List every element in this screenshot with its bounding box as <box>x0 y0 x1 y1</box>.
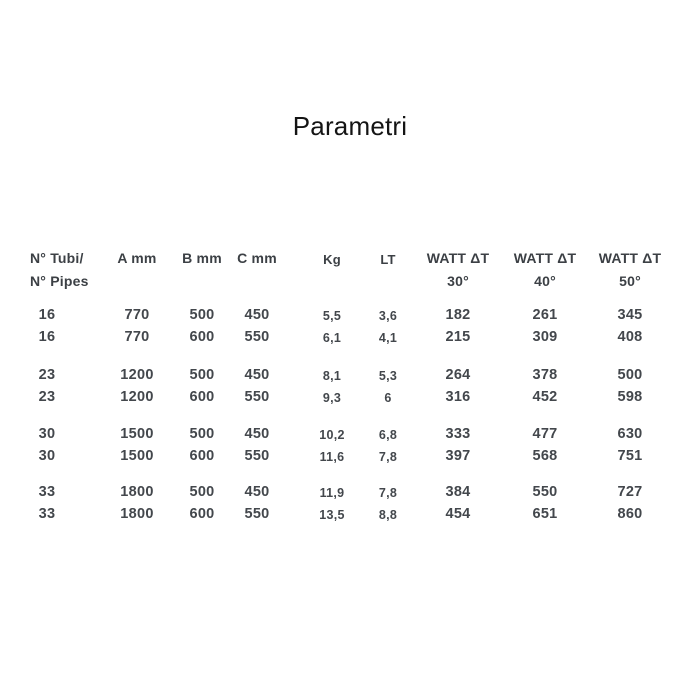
cell-c-mm: 450 <box>244 426 270 442</box>
column-header-watt-50: WATT ΔT <box>598 250 662 266</box>
cell-n-tubi: 33 <box>38 506 56 522</box>
cell-kg: 6,1 <box>322 331 342 345</box>
cell-watt-50: 860 <box>617 506 643 522</box>
cell-watt-40: 309 <box>532 329 558 345</box>
column-header-n-tubi: N° Tubi/ <box>30 250 84 266</box>
cell-kg: 8,1 <box>322 369 342 383</box>
cell-n-tubi: 23 <box>38 367 56 383</box>
column-header-watt-40: 40° <box>534 273 556 289</box>
cell-watt-50: 345 <box>617 307 643 323</box>
cell-watt-30: 333 <box>445 426 471 442</box>
cell-kg: 13,5 <box>319 508 345 522</box>
cell-watt-50: 727 <box>617 484 643 500</box>
cell-lt: 5,3 <box>378 369 398 383</box>
cell-watt-50: 751 <box>617 448 643 464</box>
column-header-watt-30: 30° <box>447 273 469 289</box>
cell-a-mm: 1500 <box>120 426 154 442</box>
cell-watt-50: 598 <box>617 389 643 405</box>
cell-b-mm: 500 <box>189 426 215 442</box>
cell-c-mm: 450 <box>244 367 270 383</box>
cell-watt-40: 261 <box>532 307 558 323</box>
cell-watt-40: 568 <box>532 448 558 464</box>
cell-watt-30: 316 <box>445 389 471 405</box>
cell-b-mm: 500 <box>189 307 215 323</box>
column-header-kg: Kg <box>323 252 341 267</box>
cell-lt: 6 <box>384 391 392 405</box>
cell-b-mm: 500 <box>189 367 215 383</box>
cell-watt-30: 264 <box>445 367 471 383</box>
column-header-watt-30: WATT ΔT <box>426 250 490 266</box>
cell-a-mm: 1200 <box>120 389 154 405</box>
cell-watt-40: 651 <box>532 506 558 522</box>
cell-kg: 11,9 <box>319 486 345 500</box>
cell-kg: 10,2 <box>319 428 345 442</box>
cell-a-mm: 1500 <box>120 448 154 464</box>
cell-a-mm: 1200 <box>120 367 154 383</box>
cell-n-tubi: 30 <box>38 448 56 464</box>
cell-kg: 5,5 <box>322 309 342 323</box>
cell-watt-30: 215 <box>445 329 471 345</box>
cell-kg: 9,3 <box>322 391 342 405</box>
page-title: Parametri <box>292 111 408 141</box>
column-header-n-tubi: N° Pipes <box>30 273 89 289</box>
cell-a-mm: 770 <box>124 307 150 323</box>
cell-watt-40: 550 <box>532 484 558 500</box>
cell-lt: 4,1 <box>378 331 398 345</box>
cell-watt-50: 500 <box>617 367 643 383</box>
cell-n-tubi: 23 <box>38 389 56 405</box>
column-header-watt-50: 50° <box>619 273 641 289</box>
cell-watt-40: 378 <box>532 367 558 383</box>
cell-watt-40: 452 <box>532 389 558 405</box>
cell-watt-40: 477 <box>532 426 558 442</box>
cell-b-mm: 600 <box>189 448 215 464</box>
cell-c-mm: 550 <box>244 389 270 405</box>
cell-c-mm: 550 <box>244 329 270 345</box>
cell-watt-30: 182 <box>445 307 471 323</box>
cell-b-mm: 600 <box>189 506 215 522</box>
column-header-a-mm: A mm <box>117 250 157 266</box>
cell-b-mm: 600 <box>189 389 215 405</box>
cell-kg: 11,6 <box>319 450 345 464</box>
cell-b-mm: 600 <box>189 329 215 345</box>
column-header-watt-40: WATT ΔT <box>513 250 577 266</box>
cell-watt-50: 408 <box>617 329 643 345</box>
cell-lt: 8,8 <box>378 508 398 522</box>
cell-lt: 7,8 <box>378 450 398 464</box>
cell-a-mm: 1800 <box>120 506 154 522</box>
cell-watt-50: 630 <box>617 426 643 442</box>
cell-watt-30: 384 <box>445 484 471 500</box>
cell-n-tubi: 16 <box>38 307 56 323</box>
column-header-c-mm: C mm <box>237 250 277 266</box>
column-header-lt: LT <box>380 252 396 267</box>
cell-watt-30: 454 <box>445 506 471 522</box>
cell-c-mm: 450 <box>244 484 270 500</box>
cell-n-tubi: 33 <box>38 484 56 500</box>
cell-watt-30: 397 <box>445 448 471 464</box>
cell-c-mm: 550 <box>244 448 270 464</box>
cell-c-mm: 450 <box>244 307 270 323</box>
cell-lt: 6,8 <box>378 428 398 442</box>
cell-a-mm: 770 <box>124 329 150 345</box>
cell-n-tubi: 16 <box>38 329 56 345</box>
cell-b-mm: 500 <box>189 484 215 500</box>
cell-lt: 3,6 <box>378 309 398 323</box>
column-header-b-mm: B mm <box>182 250 222 266</box>
cell-lt: 7,8 <box>378 486 398 500</box>
cell-n-tubi: 30 <box>38 426 56 442</box>
cell-c-mm: 550 <box>244 506 270 522</box>
cell-a-mm: 1800 <box>120 484 154 500</box>
